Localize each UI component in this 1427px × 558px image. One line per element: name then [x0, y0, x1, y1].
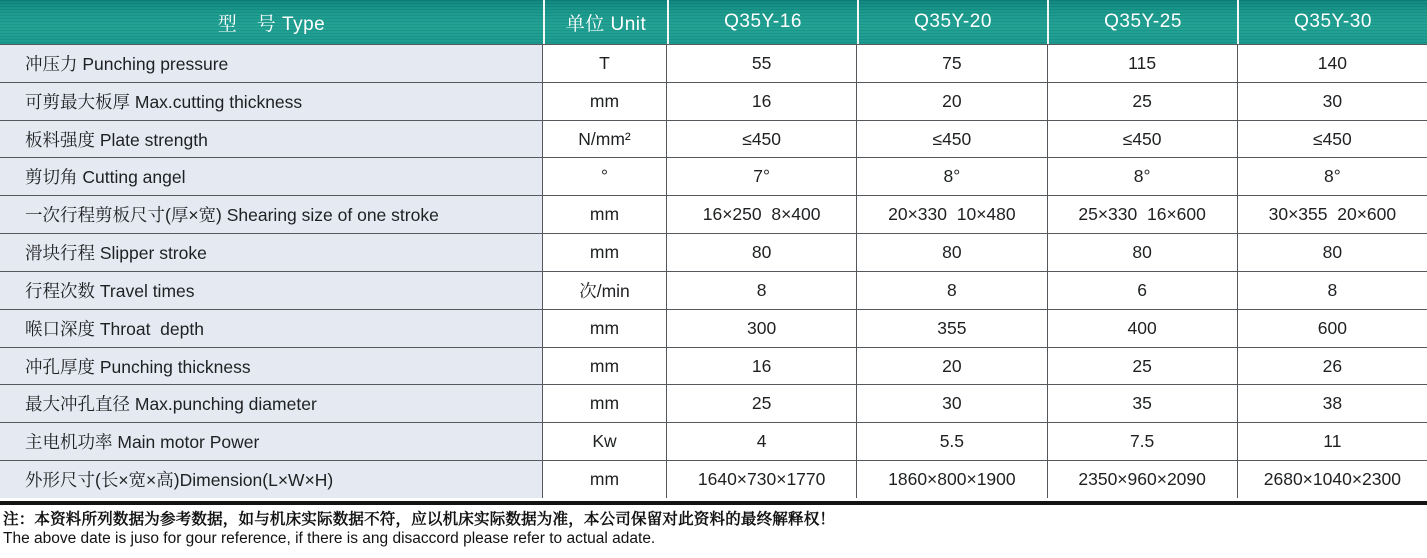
- row-value: 20: [857, 348, 1047, 385]
- row-label: 可剪最大板厚 Max.cutting thickness: [0, 83, 543, 120]
- row-value: 355: [857, 310, 1047, 347]
- row-value: 25: [667, 385, 857, 422]
- row-unit: Kw: [543, 423, 667, 460]
- row-value: 8: [667, 272, 857, 309]
- row-value: 26: [1238, 348, 1427, 385]
- table-row-plate-strength: [0, 121, 1427, 159]
- row-value: 600: [1238, 310, 1427, 347]
- row-value: 115: [1048, 45, 1238, 82]
- row-value: 8°: [1048, 158, 1238, 195]
- row-value: 2680×1040×2300: [1238, 461, 1427, 498]
- row-unit: mm: [543, 196, 667, 233]
- row-value: 5.5: [857, 423, 1047, 460]
- row-unit: mm: [543, 461, 667, 498]
- row-unit: 次/min: [543, 272, 667, 309]
- table-row-punching-pressure: [0, 45, 1427, 83]
- row-value: 1860×800×1900: [857, 461, 1047, 498]
- table-row-dimension-lwh: [0, 461, 1427, 498]
- row-unit: mm: [543, 310, 667, 347]
- row-value: 8: [857, 272, 1047, 309]
- row-value: 400: [1048, 310, 1238, 347]
- row-value: ≤450: [667, 121, 857, 158]
- row-value: 38: [1238, 385, 1427, 422]
- row-unit: mm: [543, 385, 667, 422]
- row-value: 25: [1048, 348, 1238, 385]
- row-value: 11: [1238, 423, 1427, 460]
- row-label: 行程次数 Travel times: [0, 272, 543, 309]
- row-value: 4: [667, 423, 857, 460]
- row-label: 冲压力 Punching pressure: [0, 45, 543, 82]
- row-label: 主电机功率 Main motor Power: [0, 423, 543, 460]
- row-value: 80: [857, 234, 1047, 271]
- row-label: 最大冲孔直径 Max.punching diameter: [0, 385, 543, 422]
- row-value: 16: [667, 348, 857, 385]
- table-row-shearing-size-one-stroke: [0, 196, 1427, 234]
- row-value: 80: [1238, 234, 1427, 271]
- row-value: 8: [1238, 272, 1427, 309]
- row-value: 20: [857, 83, 1047, 120]
- footnote-english: The above date is juso for gour reference, if there is ang disaccord please refer to actual adate.: [3, 530, 656, 547]
- row-value: 80: [1048, 234, 1238, 271]
- header-model-q35y-25: Q35Y-25: [1047, 0, 1237, 44]
- row-label: 冲孔厚度 Punching thickness: [0, 348, 543, 385]
- row-value: 6: [1048, 272, 1238, 309]
- header-unit-label: 单位 Unit: [543, 0, 667, 44]
- row-value: 30: [1238, 83, 1427, 120]
- row-value: 35: [1048, 385, 1238, 422]
- row-value: 30: [857, 385, 1047, 422]
- row-value: ≤450: [857, 121, 1047, 158]
- header-model-q35y-20: Q35Y-20: [857, 0, 1047, 44]
- header-type-label: 型 号 Type: [217, 13, 326, 35]
- row-value: 8°: [1238, 158, 1427, 195]
- row-label: 滑块行程 Slipper stroke: [0, 234, 543, 271]
- row-unit: mm: [543, 234, 667, 271]
- row-label: 板料强度 Plate strength: [0, 121, 543, 158]
- header-model-q35y-30: Q35Y-30: [1237, 0, 1427, 44]
- row-value: 80: [667, 234, 857, 271]
- row-value: 20×330 10×480: [857, 196, 1047, 233]
- table-row-throat-depth: [0, 310, 1427, 348]
- row-value: 8°: [857, 158, 1047, 195]
- table-body: [0, 44, 1427, 498]
- row-value: 25×330 16×600: [1048, 196, 1238, 233]
- table-row-travel-times: [0, 272, 1427, 310]
- row-value: 140: [1238, 45, 1427, 82]
- row-unit: °: [543, 158, 667, 195]
- table-row-slipper-stroke: [0, 234, 1427, 272]
- row-value: 300: [667, 310, 857, 347]
- row-value: 25: [1048, 83, 1238, 120]
- row-value: 30×355 20×600: [1238, 196, 1427, 233]
- row-unit: N/mm²: [543, 121, 667, 158]
- row-value: 16: [667, 83, 857, 120]
- row-value: 16×250 8×400: [667, 196, 857, 233]
- row-value: 7°: [667, 158, 857, 195]
- footnote-chinese: 注：本资料所列数据为参考数据，如与机床实际数据不符，应以机床实际数据为准，本公司保留对此资料的最终解释权！: [3, 511, 836, 528]
- table-row-punching-thickness: [0, 348, 1427, 386]
- row-value: 1640×730×1770: [667, 461, 857, 498]
- row-label: 外形尺寸(长×宽×高)Dimension(L×W×H): [0, 461, 543, 498]
- row-value: 7.5: [1048, 423, 1238, 460]
- row-unit: mm: [543, 83, 667, 120]
- table-row-main-motor-power: [0, 423, 1427, 461]
- row-value: 55: [667, 45, 857, 82]
- table-row-max-punching-diameter: [0, 385, 1427, 423]
- header-model-q35y-16: Q35Y-16: [667, 0, 857, 44]
- footnote: [0, 505, 1427, 548]
- row-value: ≤450: [1048, 121, 1238, 158]
- table-row-cutting-angle: [0, 158, 1427, 196]
- row-value: ≤450: [1238, 121, 1427, 158]
- row-label: 一次行程剪板尺寸(厚×宽) Shearing size of one stroke: [0, 196, 543, 233]
- row-value: 2350×960×2090: [1048, 461, 1238, 498]
- row-label: 剪切角 Cutting angel: [0, 158, 543, 195]
- row-label: 喉口深度 Throat depth: [0, 310, 543, 347]
- row-unit: mm: [543, 348, 667, 385]
- table-row-max-cutting-thickness: [0, 83, 1427, 121]
- row-unit: T: [543, 45, 667, 82]
- table-header-row: [0, 0, 1427, 44]
- row-value: 75: [857, 45, 1047, 82]
